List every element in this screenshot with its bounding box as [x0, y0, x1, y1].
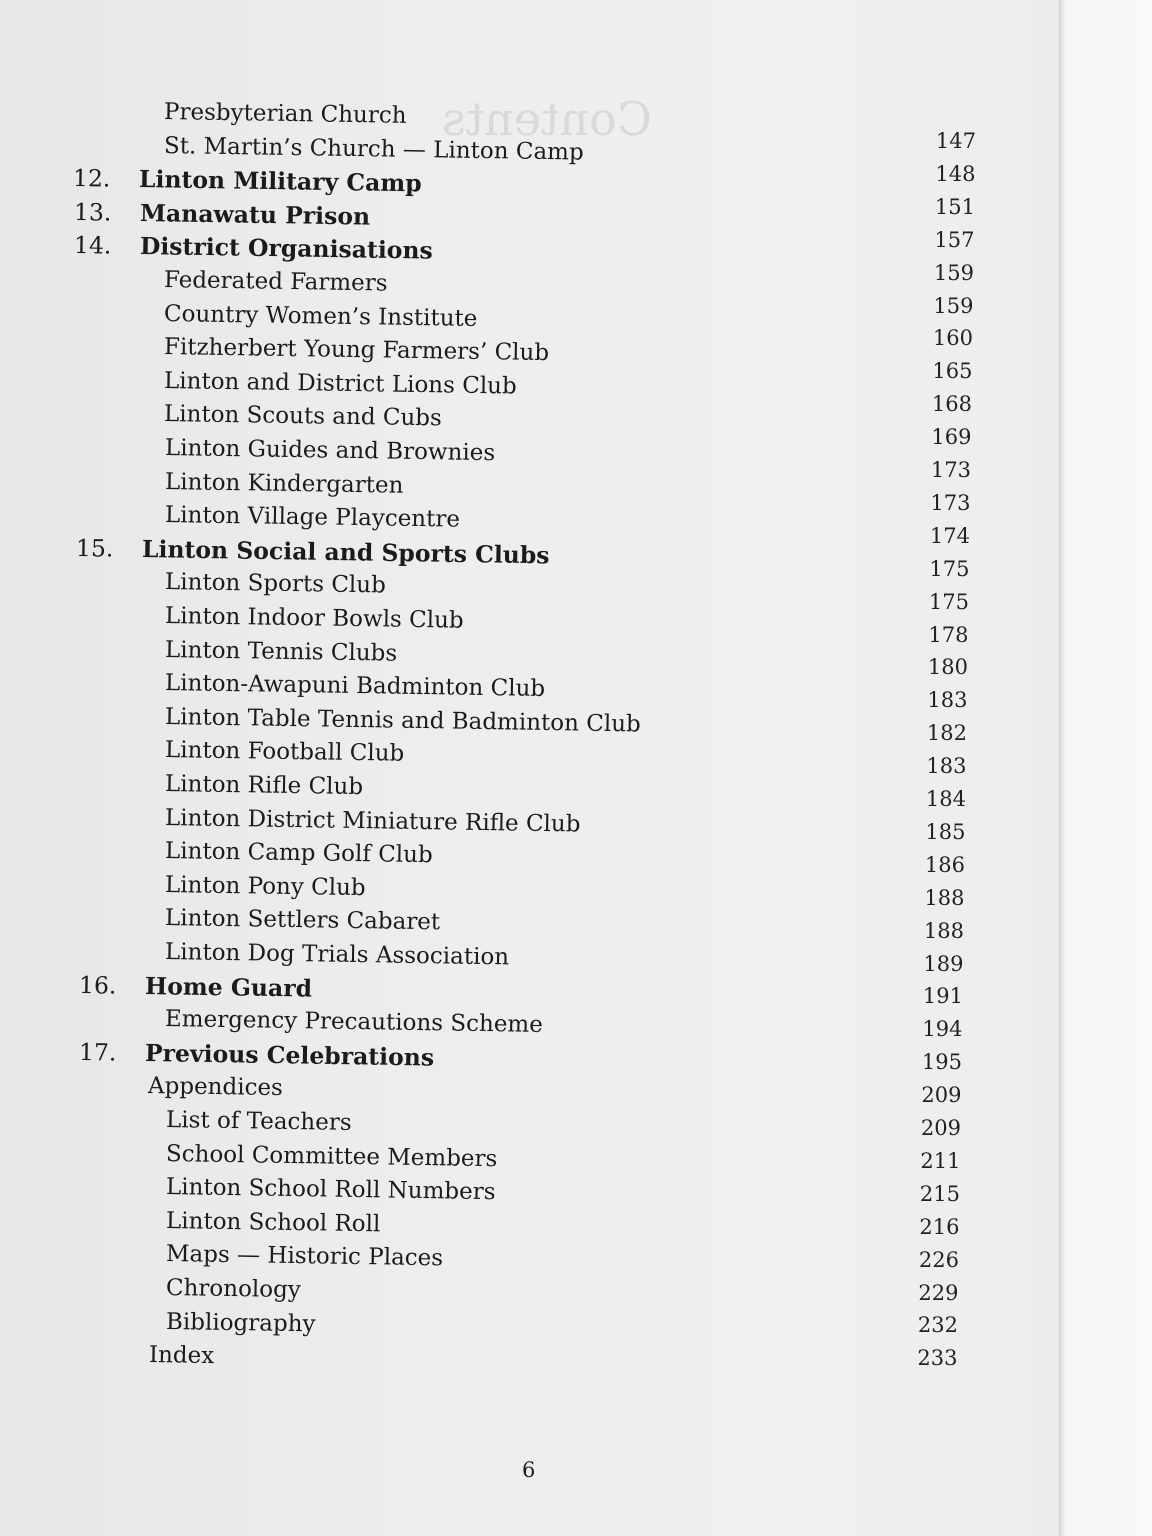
toc-entry: [164, 130, 584, 169]
page-number: 178: [928, 622, 969, 647]
entry-title: Linton Social and Sports Clubs: [141, 534, 550, 570]
entry-title: Linton Dog Trials Association: [165, 939, 510, 971]
page-number: 216: [919, 1214, 960, 1239]
entry-title: Emergency Precautions Scheme: [165, 1006, 544, 1039]
page-number: 188: [924, 885, 965, 910]
toc-entry: [166, 1306, 316, 1340]
toc-chapter: [78, 1037, 435, 1074]
entry-title: Previous Celebrations: [144, 1038, 435, 1072]
entry-title: Linton School Roll: [165, 1207, 381, 1238]
entry-title: Maps — Historic Places: [165, 1241, 444, 1272]
entry-title: Linton Tennis Clubs: [164, 636, 398, 667]
toc-entry: [164, 466, 403, 502]
show-through-contents-heading: Contents: [442, 92, 652, 146]
toc-entry: [166, 1272, 301, 1306]
entry-title: School Committee Members: [165, 1140, 498, 1172]
toc-entry: [164, 298, 478, 335]
chapter-number: 13.: [73, 197, 112, 227]
page-number: 194: [922, 1017, 963, 1042]
toc-entry: [165, 600, 464, 637]
page-number: 215: [919, 1181, 960, 1206]
toc-entry: [165, 1003, 543, 1041]
toc-chapter: [73, 197, 370, 233]
page-number: 186: [924, 852, 965, 877]
toc-entry: [165, 1171, 495, 1208]
page-number: 182: [926, 721, 967, 746]
entry-title: Linton Rifle Club: [164, 771, 364, 801]
entry-title: Manawatu Prison: [139, 198, 370, 231]
entry-title: Index: [148, 1342, 215, 1370]
toc-entry: [165, 634, 398, 670]
page-number: 180: [927, 655, 968, 680]
page-number: 165: [932, 359, 973, 384]
entry-title: Linton Kindergarten: [164, 468, 404, 499]
entry-title: Linton Indoor Bowls Club: [164, 603, 464, 634]
toc-entry: [164, 398, 442, 434]
toc-entry: [164, 96, 407, 132]
toc-entry: [164, 365, 517, 403]
page-number: 226: [918, 1247, 959, 1272]
page-number: 175: [928, 589, 969, 614]
page-number: 174: [929, 523, 970, 548]
toc-entry: [165, 936, 510, 973]
entry-title: Presbyterian Church: [163, 99, 407, 129]
entry-title: Linton-Awapuni Badminton Club: [164, 670, 546, 703]
toc-entry: [165, 1138, 497, 1175]
chapter-number: 15.: [75, 533, 114, 563]
toc-entry: [166, 1205, 381, 1240]
toc-entry: [164, 331, 550, 369]
chapter-number: 14.: [73, 231, 112, 260]
page-number: 209: [920, 1116, 961, 1140]
page-number: 195: [921, 1050, 962, 1075]
page-number: 168: [931, 392, 972, 417]
entry-title: Chronology: [165, 1275, 301, 1304]
page-folio: 6: [522, 1458, 536, 1482]
page-number: 184: [925, 787, 966, 811]
page-number: 232: [917, 1313, 958, 1338]
toc-entry: [165, 1104, 351, 1139]
page-number: 229: [918, 1280, 959, 1305]
chapter-number: 16.: [78, 970, 117, 1000]
entry-title: Linton Camp Golf Club: [164, 838, 434, 869]
entry-title: Linton Sports Club: [164, 569, 386, 599]
page-number: 173: [930, 490, 971, 515]
entry-title: Linton Scouts and Cubs: [164, 401, 443, 432]
page-number: 147: [935, 129, 976, 153]
entry-title: Linton Guides and Brownies: [164, 435, 495, 467]
chapter-number: 17.: [78, 1037, 117, 1067]
page-number: 189: [923, 951, 964, 976]
entry-title: Linton District Miniature Rifle Club: [164, 804, 581, 838]
entry-title: Linton School Roll Numbers: [165, 1174, 496, 1206]
page-number: 183: [926, 754, 967, 779]
page-number: 233: [917, 1346, 958, 1371]
entry-title: List of Teachers: [165, 1107, 352, 1136]
toc-entry: [165, 768, 364, 803]
entry-title: Linton Military Camp: [139, 165, 423, 198]
page-number: 157: [934, 227, 975, 252]
toc-entry: [165, 835, 433, 871]
toc-entry: [164, 264, 388, 300]
entry-title: Federated Farmers: [164, 267, 389, 297]
page-number: 175: [929, 556, 970, 581]
toc-entry: [148, 1070, 283, 1104]
toc-chapter: [73, 230, 433, 267]
entry-title: Linton Table Tennis and Badminton Club: [164, 703, 641, 738]
entry-title: Linton Village Playcentre: [164, 502, 460, 533]
entry-title: District Organisations: [139, 232, 433, 265]
toc-entry: [166, 1238, 444, 1274]
page-number: 159: [933, 293, 974, 318]
toc-entry: [165, 802, 581, 841]
page-number: 209: [921, 1083, 962, 1108]
toc-entry: [165, 869, 366, 904]
entry-title: Linton Football Club: [164, 737, 405, 768]
toc-entry: [148, 1339, 214, 1372]
page-number: 185: [925, 819, 966, 844]
entry-title: St. Martin’s Church — Linton Camp: [163, 132, 584, 166]
entry-title: Linton Settlers Cabaret: [165, 905, 441, 936]
entry-title: Linton and District Lions Club: [164, 367, 518, 400]
toc-chapter: [75, 533, 550, 571]
toc-chapter: [78, 970, 312, 1005]
entry-title: Appendices: [148, 1073, 284, 1102]
entry-title: Linton Pony Club: [165, 871, 367, 901]
toc-entry: [165, 566, 386, 601]
toc-entry: [165, 734, 405, 770]
page-number: 148: [935, 161, 976, 186]
toc-chapter: [73, 163, 423, 199]
page-number: 191: [922, 984, 963, 1009]
entry-title: Country Women’s Institute: [164, 300, 478, 332]
page-number: 183: [927, 688, 968, 713]
entry-title: Bibliography: [165, 1308, 316, 1337]
page-number: 160: [932, 326, 973, 351]
chapter-number: 12.: [73, 164, 112, 193]
entry-title: Fitzherbert Young Farmers’ Club: [164, 334, 550, 367]
toc-entry: [164, 432, 495, 469]
page-number: 151: [934, 194, 975, 219]
toc-entry: [164, 499, 459, 536]
page-number: 211: [920, 1148, 961, 1173]
page-number: 169: [931, 425, 972, 450]
toc-entry: [165, 667, 546, 705]
page-number: 173: [930, 458, 971, 482]
page-number: 188: [923, 918, 964, 943]
page-number: 159: [933, 260, 974, 285]
entry-title: Home Guard: [144, 971, 312, 1003]
toc-entry: [165, 902, 441, 938]
